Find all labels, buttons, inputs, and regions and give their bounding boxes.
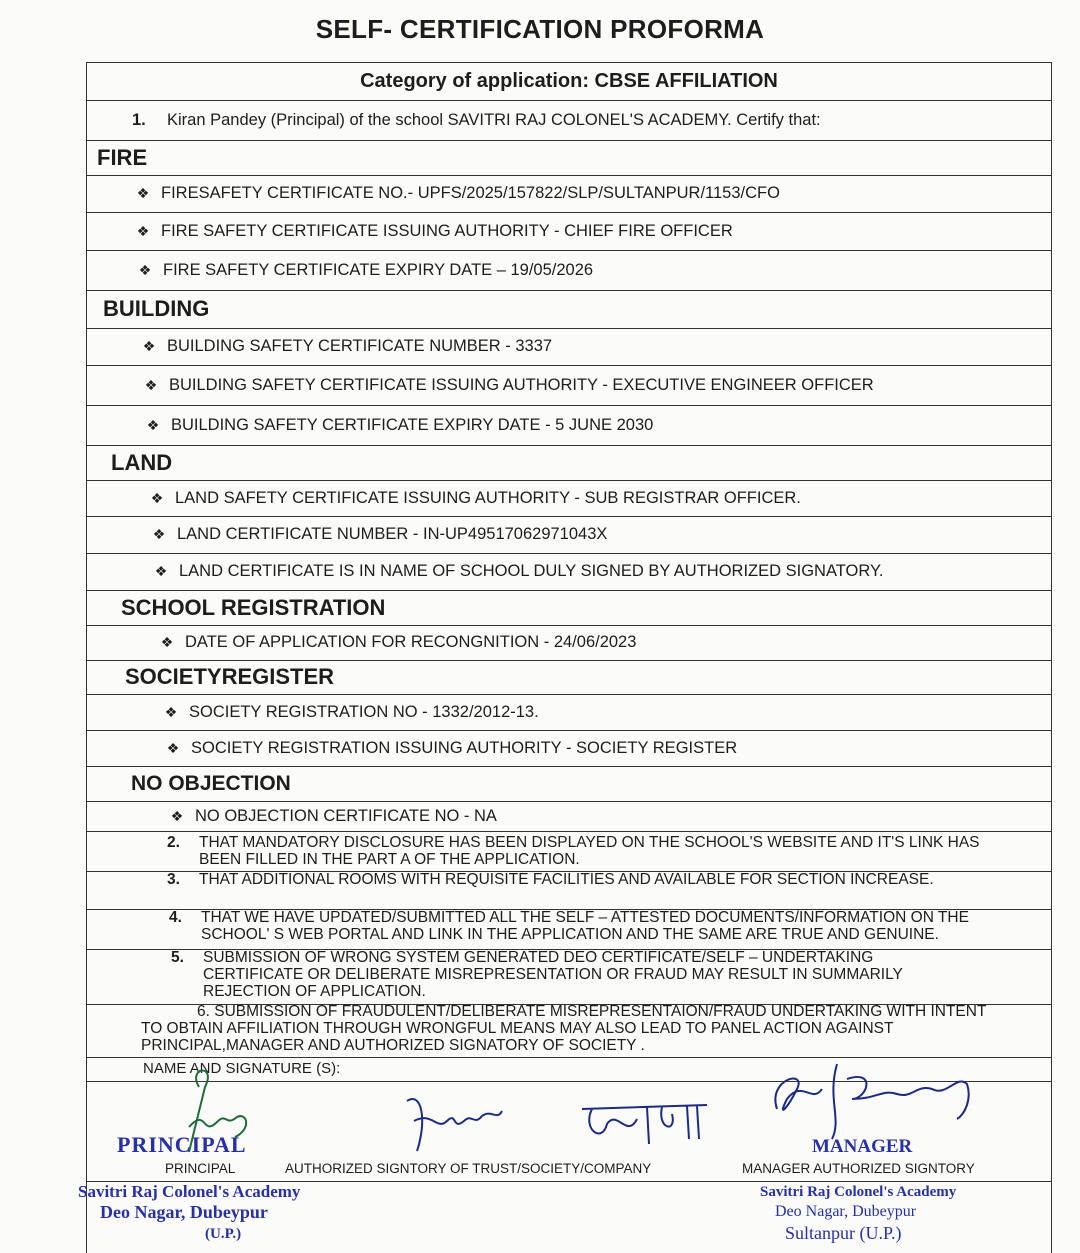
diamond-bullet-icon: ❖	[144, 376, 158, 393]
diamond-bullet-icon: ❖	[164, 703, 178, 720]
section-no-objection	[87, 766, 1051, 802]
point-text: THAT WE HAVE UPDATED/SUBMITTED ALL THE SELF – ATTESTED DOCUMENTS/INFORMATION ON THE SCHOOL' S WEB PORTAL AND LINK IN THE APPLICATION AND THE SAME ARE TRUE AND GENUINE.	[201, 909, 969, 943]
point-number: 5.	[171, 949, 184, 966]
section-fire	[87, 140, 1051, 176]
item-text: FIRESAFETY CERTIFICATE NO.- UPFS/2025/157822/SLP/SULTANPUR/1153/CFO	[161, 184, 780, 202]
diamond-bullet-icon: ❖	[146, 416, 160, 433]
item-text: LAND SAFETY CERTIFICATE ISSUING AUTHORITY - SUB REGISTRAR OFFICER.	[175, 488, 801, 507]
diamond-bullet-icon: ❖	[166, 739, 180, 756]
item-number: 1.	[132, 110, 146, 129]
point-row	[87, 946, 1051, 1005]
list-item	[87, 480, 1051, 517]
diamond-bullet-icon: ❖	[152, 526, 166, 542]
point-number: 3.	[167, 871, 180, 888]
list-item	[87, 328, 1051, 366]
section-heading: SOCIETYREGISTER	[125, 664, 335, 689]
point-6-row: 6. SUBMISSION OF FRAUDULENT/DELIBERATE MISREPRESENTAION/FRAUD UNDERTAKING WITH INTENT TO OBTAIN AFFILIATION THROUGH WRONGFUL MEANS MAY ALSO LEAD TO PANEL ACTION AGAINST PRINCIPAL,MANAGER AND AUTHORIZED SIGNATORY OF SOCIETY .	[87, 1001, 1051, 1058]
item-text: LAND CERTIFICATE NUMBER - IN-UP49517062971043X	[177, 525, 608, 543]
section-society-register	[87, 660, 1051, 695]
item-text: LAND CERTIFICATE IS IN NAME OF SCHOOL DULY SIGNED BY AUTHORIZED SIGNATORY.	[179, 562, 884, 580]
item-text: DATE OF APPLICATION FOR RECONGNITION - 24/06/2023	[185, 633, 637, 651]
diamond-bullet-icon: ❖	[160, 634, 174, 650]
point-text: THAT ADDITIONAL ROOMS WITH REQUISITE FACILITIES AND AVAILABLE FOR SECTION INCREASE.	[199, 871, 934, 888]
section-building	[87, 290, 1051, 329]
principal-stamp-title: PRINCIPAL	[117, 1132, 247, 1157]
diamond-bullet-icon: ❖	[154, 563, 168, 579]
section-heading: NO OBJECTION	[131, 771, 291, 795]
diamond-bullet-icon: ❖	[136, 185, 150, 201]
trust-signature	[402, 1091, 522, 1171]
point-number: 2.	[167, 834, 180, 851]
list-item	[87, 516, 1051, 554]
manager-stamp-line3: Sultanpur (U.P.)	[785, 1223, 902, 1243]
diamond-bullet-icon: ❖	[170, 807, 184, 824]
point-number: 4.	[169, 909, 182, 926]
item-text: NO OBJECTION CERTIFICATE NO - NA	[195, 806, 497, 825]
manager-stamp-line1: Savitri Raj Colonel's Academy	[760, 1184, 957, 1200]
list-item	[87, 365, 1051, 406]
diamond-bullet-icon: ❖	[136, 222, 150, 239]
section-land	[87, 445, 1051, 481]
list-item	[87, 730, 1051, 767]
list-item	[87, 694, 1051, 731]
diamond-bullet-icon: ❖	[150, 489, 164, 506]
signature-heading: NAME AND SIGNATURE (S):	[143, 1059, 341, 1077]
point-row	[87, 831, 1051, 872]
item-text: FIRE SAFETY CERTIFICATE EXPIRY DATE – 19/05/2026	[163, 260, 594, 279]
list-item	[87, 175, 1051, 213]
item-text: SOCIETY REGISTRATION NO - 1332/2012-13.	[189, 702, 539, 721]
item-text: Kiran Pandey (Principal) of the school SAVITRI RAJ COLONEL'S ACADEMY. Certify that:	[167, 110, 821, 129]
point-row	[87, 868, 1051, 910]
item-1-row	[87, 100, 1051, 141]
manager-stamp-title: MANAGER	[812, 1136, 913, 1157]
category-row	[87, 63, 1051, 101]
section-heading: FIRE	[97, 144, 148, 170]
manager-signatory-label: MANAGER AUTHORIZED SIGNTORY	[742, 1161, 975, 1176]
principal-stamp-line1: Savitri Raj Colonel's Academy	[78, 1182, 301, 1201]
principal-stamp-line2: Deo Nagar, Dubeypur	[100, 1202, 268, 1222]
point-row	[87, 906, 1051, 950]
signature-area	[87, 1081, 1051, 1182]
item-text: BUILDING SAFETY CERTIFICATE NUMBER - 3337	[167, 337, 553, 355]
section-heading: LAND	[111, 449, 173, 475]
list-item	[87, 405, 1051, 446]
page-title: SELF- CERTIFICATION PROFORMA	[315, 14, 765, 44]
principal-stamp-line3: (U.P.)	[205, 1226, 242, 1242]
list-item	[87, 250, 1051, 291]
list-item	[87, 212, 1051, 251]
section-school-registration	[87, 590, 1051, 626]
section-heading: SCHOOL REGISTRATION	[121, 594, 386, 620]
item-text: FIRE SAFETY CERTIFICATE ISSUING AUTHORITY - CHIEF FIRE OFFICER	[161, 221, 733, 240]
diamond-bullet-icon: ❖	[138, 261, 152, 278]
diamond-bullet-icon: ❖	[142, 338, 156, 354]
list-item	[87, 553, 1051, 591]
item-text: BUILDING SAFETY CERTIFICATE EXPIRY DATE - 5 JUNE 2030	[171, 415, 654, 434]
point-text: SUBMISSION OF WRONG SYSTEM GENERATED DEO CERTIFICATE/SELF – UNDERTAKING CERTIFICATE OR DELIBERATE MISREPRESENTATION OR FRAUD MAY RESULT IN SUMMARILY REJECTION OF APPLICATION.	[203, 949, 903, 1000]
list-item	[87, 801, 1051, 832]
item-text: BUILDING SAFETY CERTIFICATE ISSUING AUTHORITY - EXECUTIVE ENGINEER OFFICER	[169, 375, 874, 394]
item-text: SOCIETY REGISTRATION ISSUING AUTHORITY - SOCIETY REGISTER	[191, 738, 738, 757]
section-heading: BUILDING	[103, 296, 210, 321]
point-text: THAT MANDATORY DISCLOSURE HAS BEEN DISPLAYED ON THE SCHOOL'S WEBSITE AND IT'S LINK HAS BEEN FILLED IN THE PART A OF THE APPLICATION.	[199, 834, 980, 868]
manager-stamp-line2: Deo Nagar, Dubeypur	[775, 1203, 917, 1220]
trust-signatory-label: AUTHORIZED SIGNTORY OF TRUST/SOCIETY/COMPANY	[285, 1161, 652, 1176]
hindi-signature	[577, 1089, 717, 1159]
principal-label: PRINCIPAL	[165, 1161, 236, 1176]
list-item	[87, 625, 1051, 661]
category-text: Category of application: CBSE AFFILIATION	[360, 70, 778, 92]
proforma-table	[86, 62, 1052, 1253]
